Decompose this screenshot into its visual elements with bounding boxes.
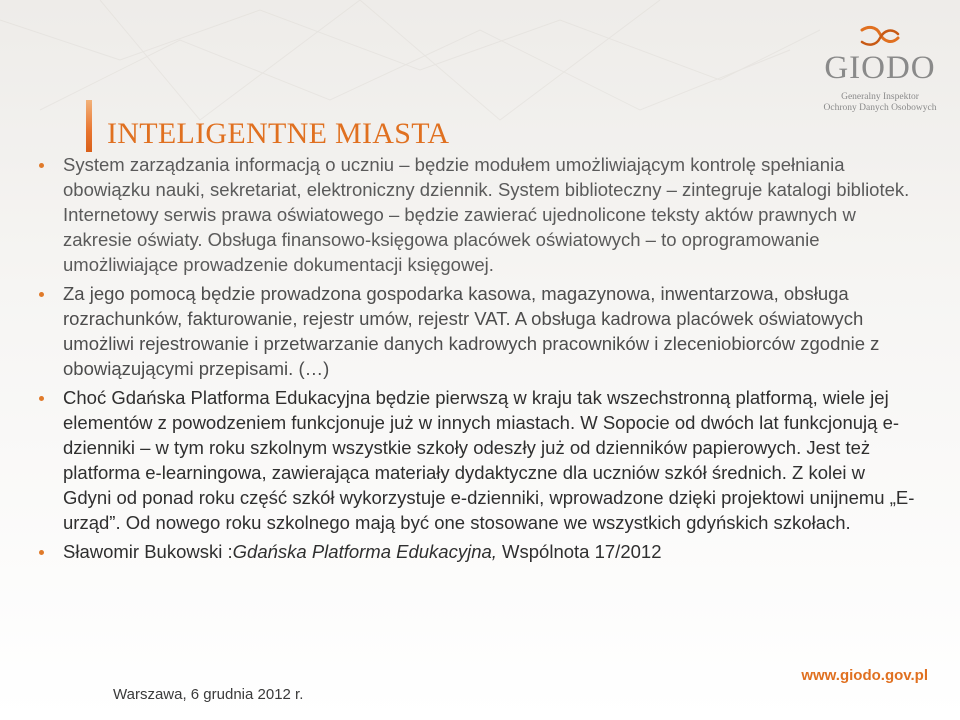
source-author: Sławomir Bukowski : — [63, 541, 233, 562]
bullet-dot-icon — [39, 550, 44, 555]
source-title: Gdańska Platforma Edukacyjna, — [232, 541, 497, 562]
bullet-list — [38, 152, 918, 568]
bullet-item-2 — [38, 281, 918, 381]
bullet-text: Za jego pomocą będzie prowadzona gospodarka kasowa, magazynowa, inwentarzowa, obsługa rozrachunków, fakturowanie, rejestr umów, rejestr VAT. A obsługa kadrowa placówek oświatowych umożliwi rejestrowanie i przetwarzanie danych kadrowych pracowników i zleceniobiorców zgodnie z obowiązującymi przepisami. (…) — [63, 283, 880, 379]
logo-name: GIODO — [824, 50, 936, 86]
footer-date: Warszawa, 6 grudnia 2012 r. — [113, 686, 304, 703]
bullet-item-1 — [38, 152, 918, 277]
footer-url-link[interactable]: www.giodo.gov.pl — [801, 667, 928, 684]
bullet-dot-icon — [39, 163, 44, 168]
bullet-item-source — [38, 539, 918, 564]
giodo-emblem-icon — [858, 24, 902, 50]
title-accent-bar — [86, 100, 92, 152]
background-pattern — [0, 0, 960, 130]
bullet-text: Choć Gdańska Platforma Edukacyjna będzie pierwszą w kraju tak wszechstronną platformą, wiele jej elementów z powodzeniem funkcjonuje już w innych miastach. W Sopocie od dwóch lat funkcjonują e-dzienniki – w tym roku szkolnym wszystkie szkoły odeszły już od dzienników papierowych. Jest też platforma e-learningowa, zawierająca materiały dydaktyczne dla uczniów szkół średnich. Z kolei w Gdyni od ponad roku część szkół wykorzystuje e-dzienniki, wprowadzone dzięki projektowi unijnemu „E-urząd”. Od nowego roku szkolnego mają być one stosowane we wszystkich gdyńskich szkołach. — [63, 387, 915, 533]
bullet-dot-icon — [39, 396, 44, 401]
source-publication: Wspólnota 17/2012 — [496, 541, 662, 562]
slide-title: INTELIGENTNE MIASTA — [107, 117, 450, 150]
logo-subtitle-line1: Generalny Inspektor — [841, 92, 919, 102]
bullet-dot-icon — [39, 292, 44, 297]
bullet-text: System zarządzania informacją o uczniu – będzie modułem umożliwiającym kontrolę spełniania obowiązku nauki, sekretariat, elektroniczny dziennik. System biblioteczny – zintegruje katalogi bibliotek. Internetowy serwis prawa oświatowego – będzie zawierać ujednolicone teksty aktów prawnych w zakresie oświaty. Obsługa finansowo-księgowa placówek oświatowych – to oprogramowanie umożliwiające prowadzenie dokumentacji księgowej. — [63, 154, 910, 275]
giodo-logo — [820, 20, 940, 125]
logo-subtitle-line2: Ochrony Danych Osobowych — [823, 103, 937, 113]
bullet-item-3 — [38, 385, 918, 535]
